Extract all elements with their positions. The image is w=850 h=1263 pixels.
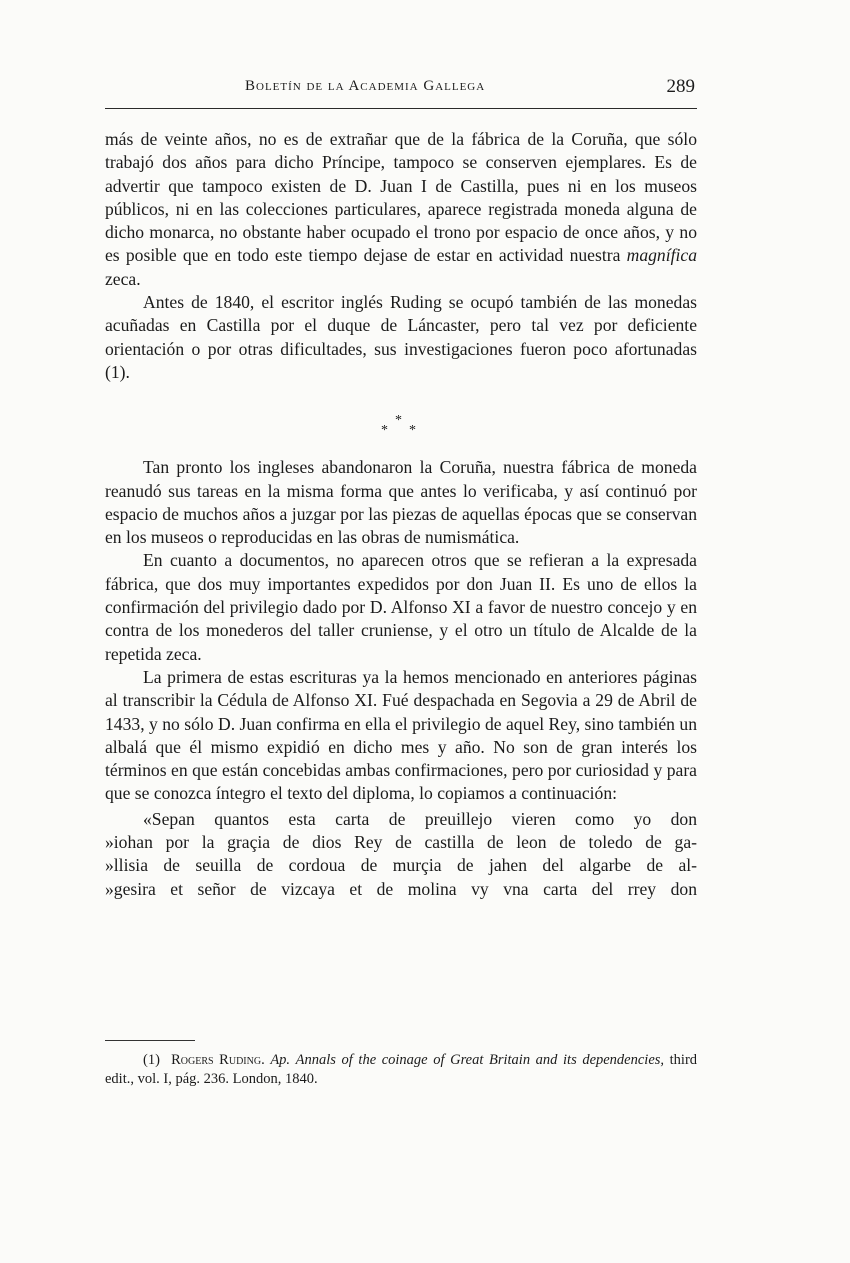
asterism-star-right: * — [409, 423, 416, 439]
quote-line: »gesira et señor de vizcaya et de molina vy vna carta del rrey don — [105, 878, 697, 899]
asterism-star-top: * — [395, 413, 402, 429]
footnote — [105, 1051, 697, 1089]
paragraph-5: La primera de estas escrituras ya la hemos mencionado en anteriores páginas al transcribir la Cédula de Alfonso XI. Fué despachada en Segovia a 29 de Abril de 1433, y no sólo D. Juan confirma en ella el privilegio de aquel Rey, sino también un albalá que él mismo expidió en dicho mes y año. No son de gran interés los términos en que están concebidas ambas confirmaciones, pero por curiosidad y para que se conozca íntegro el texto del diploma, lo copiamos a continuación: — [105, 666, 697, 804]
body-text — [105, 128, 697, 901]
paragraph-2: Antes de 1840, el escritor inglés Ruding se ocupó también de las monedas acuñadas en Castilla por el duque de Láncaster, pero tal vez por deficiente orientación o por otras dificultades, sus investigaciones fueron poco afortunadas (1). — [105, 292, 697, 382]
footnote-rule — [105, 1040, 195, 1041]
paragraph-1-end: zeca. — [105, 268, 141, 289]
quote-line: »llisia de seuilla de cordoua de murçia de jahen del algarbe de al- — [105, 855, 697, 876]
running-title: Boletín de la Academia Gallega — [245, 78, 486, 94]
quote-line: «Sepan quantos esta carta de preuillejo vieren como yo don — [143, 808, 697, 829]
paragraph-1-text: más de veinte años, no es de extrañar que de la fábrica de la Coruña, que sólo trabajó dos años para dicho Príncipe, tampoco se conserven ejemplares. Es de advertir que tampoco existen de D. Juan I de Castilla, pues ni en los museos públicos, ni en las colecciones particulares, aparece registrada moneda alguna de dicho monarca, no obstante haber ocupado el trono por espacio de once años, y no es posible que en todo este tiempo dejase de estar en actividad nuestra — [105, 129, 697, 266]
footnote-author: Rogers Ruding. — [171, 1052, 265, 1068]
asterism — [105, 384, 697, 456]
page-header — [105, 76, 697, 109]
quoted-document — [105, 808, 697, 901]
page-number: 289 — [666, 76, 695, 97]
quote-line: »iohan por la graçia de dios Rey de castilla de leon de toledo de ga- — [105, 832, 697, 853]
paragraph-4: En cuanto a documentos, no aparecen otros que se refieran a la expresada fábrica, que dos muy importantes expedidos por don Juan II. Es uno de ellos la confirmación del privilegio dado por D. Alfonso XI a favor de nuestro concejo y en contra de los monederos del taller cruniense, y el otro un título de Alcalde de la repetida zeca. — [105, 550, 697, 664]
paragraph-1-emphasis: magnífica — [626, 245, 697, 266]
paragraph-3: Tan pronto los ingleses abandonaron la Coruña, nuestra fábrica de moneda reanudó sus tareas en la misma forma que antes lo verificaba, y así continuó por espacio de muchos años a juzgar por las piezas de aquellas épocas que se conservan en los museos o reproducidas en las obras de numismática. — [105, 457, 697, 548]
footnote-rest: third edit., vol. I, pág. 236. London, 1840. — [105, 1052, 698, 1087]
footnote-title: Annals of the coinage of Great Britain and its dependencies, — [295, 1052, 665, 1068]
footnote-mark: (1) — [143, 1052, 160, 1068]
asterism-star-left: * — [381, 423, 388, 439]
footnote-ap: Ap. — [270, 1052, 291, 1068]
paragraph-1 — [105, 128, 697, 291]
